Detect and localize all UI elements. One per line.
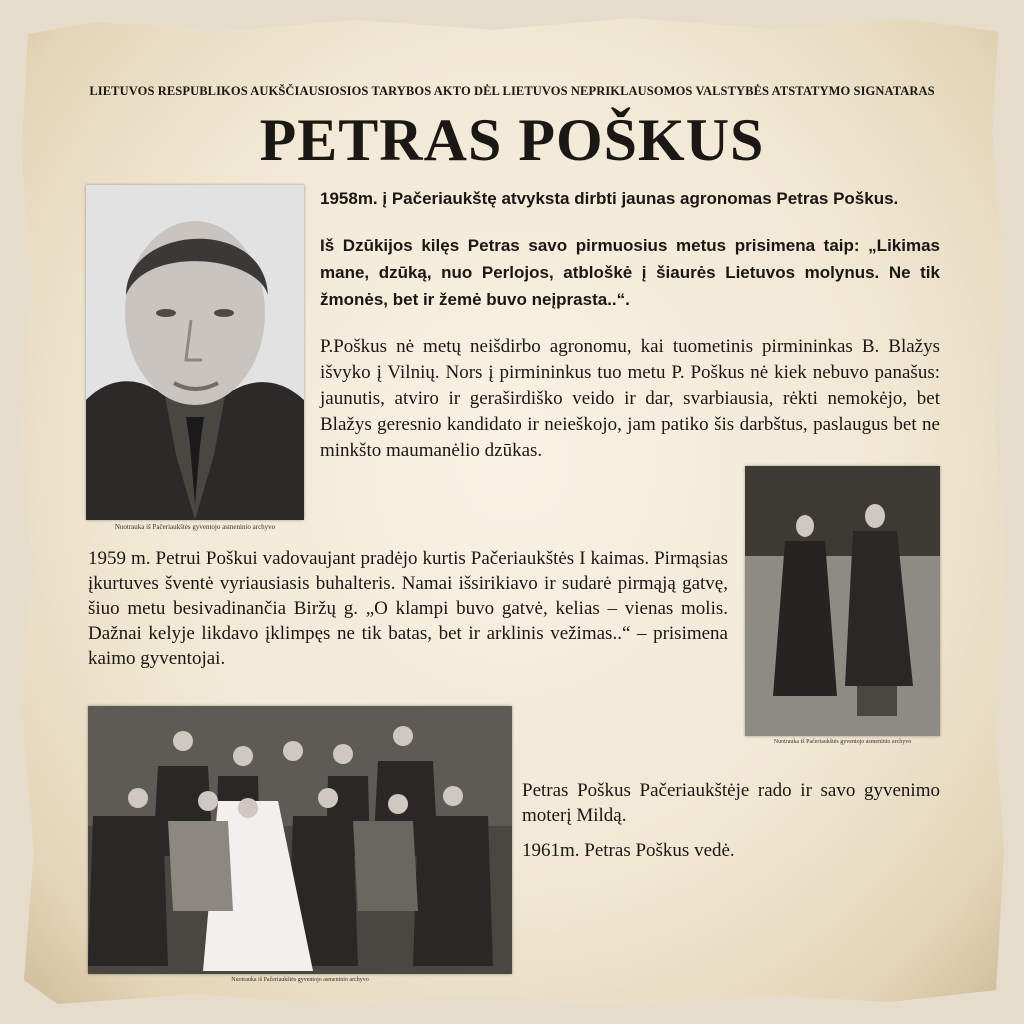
wedding-illustration [88, 706, 512, 974]
portrait-caption: Nuotrauka iš Pačeriaukštės gyventojo asmeninio archyvo [114, 523, 276, 531]
portrait-illustration [86, 185, 304, 520]
village-paragraph: 1959 m. Petrui Poškui vadovaujant pradėjo kurtis Pačeriaukštės I kaimas. Pirmąsias įkurtuves šventė vyriausiasis buhalteris. Namai išsirikiavo ir sudarė pirmąją gatvę, šiuo metu besivadinančia Biržų g. „O klampi buvo gatvė, kelias – vienas molis. Dažnai kelyje likdavo įklimpęs ne tik batas, bet ir arklinis vežimas..“ – prisimena kaimo gyventojai. [88, 548, 728, 669]
wife-paragraph: Petras Poškus Pačeriaukštėje rado ir savo gyvenimo moterį Mildą. [522, 780, 940, 826]
chairman-paragraph: P.Poškus nė metų neišdirbo agronomu, kai tuometinis pirmininkas B. Blažys išvyko į Vilnių. Nors į pirmininkus tuo metu P. Poškus nė kiek nebuvo panašus: jaunutis, atviro ir geraširdiško veido ir dar, svarbiausia, rėkti nemokėjo, bet Blažys geresnio kandidato ir neieškojo, jam patiko šis darbštus, paslaugus bet ne minkšto maumanėlio dzūkas. [320, 336, 940, 461]
two-men-illustration [745, 466, 940, 736]
intro-paragraph: 1958m. į Pačeriaukštę atvyksta dirbti jaunas agronomas Petras Poškus. [320, 189, 899, 208]
marriage-paragraph: 1961m. Petras Poškus vedė. [522, 840, 735, 861]
wedding-caption: Nuotrauka iš Pačeriaukštės gyventojo asmeninio archyvo [231, 977, 369, 983]
two-men-photo [745, 466, 940, 736]
page-title: PETRAS POŠKUS [259, 107, 765, 173]
quote-paragraph: Iš Dzūkijos kilęs Petras savo pirmuosius metus prisimena taip: „Likimas mane, dzūką, nuo Perlojos, atbloškė į šiaurės Lietuvos molynus. Ne tik žmonės, bet ir žemė buvo neįprasta..“. [320, 236, 940, 309]
portrait-photo [86, 185, 304, 520]
two-men-caption: Nuotrauka iš Pačeriaukštės gyventojo asmeninio archyvo [773, 739, 912, 745]
wedding-photo [88, 706, 512, 974]
signatory-subtitle: LIETUVOS RESPUBLIKOS AUKŠČIAUSIOSIOS TARYBOS AKTO DĖL LIETUVOS NEPRIKLAUSOMOS VALSTYBĖS ATSTATYMO SIGNATARAS [89, 84, 935, 98]
